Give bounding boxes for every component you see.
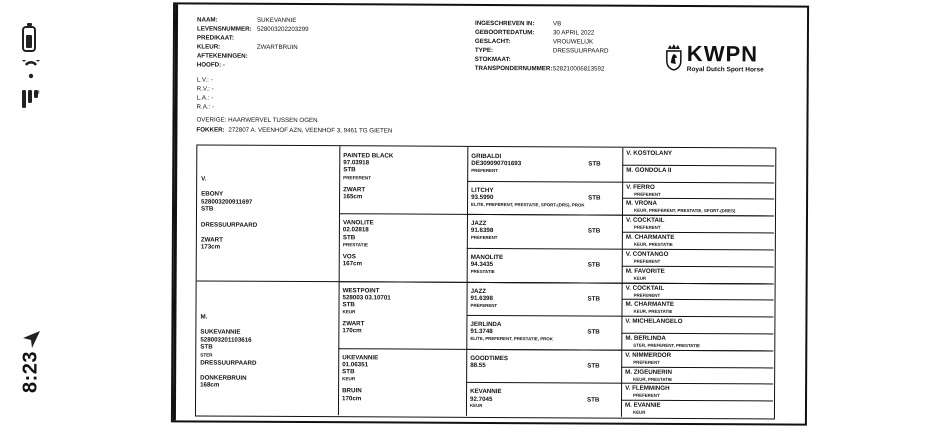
parent-line: 170cm [342, 394, 362, 402]
great-grandparent-name: M. VRONA [626, 200, 658, 208]
parent-line: KEUR [342, 376, 356, 382]
great-grandparent-name: V. NIMMERDOR [625, 351, 672, 359]
grandparent-cell [470, 253, 618, 274]
location-arrow-icon [20, 328, 42, 350]
field-label: STOKMAAT: [474, 55, 511, 64]
great-grandparent-name: M. GONDOLA II [626, 166, 672, 174]
sire-dam-line: STB [200, 343, 213, 351]
grandparent-predicate: PREFERENT [470, 302, 498, 308]
field-label: KLEUR: [196, 43, 221, 51]
field-value: DRESSUURPAARD [552, 47, 609, 55]
grandparent-cell [471, 152, 618, 174]
parent-line: STB [342, 368, 355, 376]
great-grandparent-predicate: PREFERENT [633, 359, 660, 365]
marking-item: R.A.: - [196, 103, 215, 111]
parent-line: VOS [342, 253, 356, 261]
great-grandparent-name: V. COCKTAIL [625, 216, 665, 225]
sire-dam-line: ZWART [200, 236, 223, 244]
field-label: HOOFD: - [196, 61, 225, 69]
row-divider [466, 349, 773, 352]
grandparent-cell [471, 186, 618, 208]
parent-line: STB [343, 166, 356, 174]
field-value: VROUWELIJK [552, 38, 594, 46]
parent-line: PRESTATIE [342, 242, 368, 248]
sire-dam-line: STER [200, 352, 213, 358]
great-grandparent-name: M. CHARMANTE [625, 233, 675, 242]
great-grandparent-predicate: KEUR, PRESTATIE [633, 309, 673, 315]
sire-dam-line: V. [201, 175, 207, 183]
parent-line: 165cm [343, 193, 363, 201]
great-grandparent-name: M. CHARMANTE [625, 301, 675, 309]
grandparent-stb: STB [587, 295, 600, 303]
great-grandparent-name: M. ZIGEUNERIN [625, 368, 672, 376]
grandparent-name: JAZZ [470, 220, 487, 228]
grandparent-name: KEVANNIE [470, 388, 502, 396]
great-grandparent-name: V. FERRO [626, 183, 655, 191]
marking-item: L.V.: - [196, 76, 213, 84]
grandparent-stb: STB [587, 261, 601, 269]
parent-line: KEUR [342, 309, 356, 315]
parent-line: STB [342, 233, 356, 241]
great-grandparent-predicate: KEUR, PRESTATIE [633, 376, 673, 382]
parent-line: 167cm [342, 260, 363, 268]
grandparent-name: JERLINDA [470, 321, 502, 329]
great-grandparent-predicate: STER, PREFERENT, PRESTATIE [633, 342, 701, 349]
great-grandparent-predicate: KEUR, PREFERENT, PRESTATIE, SPORT-(DRES) [634, 208, 736, 214]
parent-line: ZWART [343, 185, 366, 193]
grandparent-predicate: ELITE, PREFERENT, PRESTATIE, PROK [470, 336, 553, 342]
fokker-value: 272807 A. VEENHOF AZN, VEENHOF 3, 9461 TG GIETEN [228, 126, 393, 135]
sire-dam-line: DONKERBRUIN [200, 374, 247, 382]
logo-tagline: Royal Dutch Sport Horse [686, 66, 764, 74]
grandparent-name: JAZZ [470, 287, 487, 295]
field-label: NAAM: [196, 16, 218, 24]
overige-note: OVERIGE: HAARWERVEL TUSSEN OGEN [196, 116, 318, 125]
sire-dam-line: DRESSUURPAARD [200, 221, 258, 229]
battery-icon [22, 26, 36, 52]
great-grandparent-name: M. EVANNIE [624, 401, 661, 410]
great-grandparent-predicate: KEUR [632, 409, 646, 416]
sire-dam-line: STB [201, 205, 214, 213]
parent-line: UKEVANNIE [342, 353, 379, 362]
grandparent-predicate: PREFERENT [471, 167, 498, 174]
sire-dam-line: 168cm [200, 381, 220, 389]
field-value: 528210006813592 [552, 65, 605, 73]
grandparent-name: GOODTIMES [470, 354, 509, 362]
parent-line: 528003 03.10701 [342, 293, 391, 302]
row-divider [467, 281, 774, 284]
field-label: GEBOORTEDATUM: [474, 28, 535, 37]
great-grandparent-name: V. COCKTAIL [625, 284, 665, 292]
grandparent-number: 88.55 [470, 361, 486, 369]
parent-line: VANOLITE [342, 219, 374, 227]
field-label: TYPE: [474, 46, 494, 55]
parent-line: 02.02818 [342, 226, 369, 234]
parent-line: 170cm [342, 327, 362, 335]
great-grandparent-predicate: KEUR, PRESTATIE [633, 241, 673, 248]
sire-dam-line: 528003201103616 [200, 336, 252, 344]
great-grandparent-name: M. BERLINDA [625, 334, 666, 342]
grandparent-name: GRIBALDI [471, 152, 502, 161]
row-divider [466, 315, 773, 318]
parent-line: PREFERENT [343, 174, 372, 180]
great-grandparent-predicate: PREFERENT [633, 258, 661, 264]
field-label: PREDIKAAT: [196, 34, 234, 42]
sire-dam-line: SUKEVANNIE [200, 328, 241, 336]
great-grandparent-name: V. MICHELANGELO [625, 317, 683, 326]
grandparent-number: 94.3435 [470, 260, 494, 269]
grandparent-name: MANOLITE [470, 253, 504, 261]
great-grandparent-name: M. FAVORITE [625, 267, 665, 275]
field-value: 30 APRIL 2022 [552, 29, 595, 37]
sire-dam-line: 528003200911697 [201, 198, 253, 206]
field-value: 528003202203299 [256, 25, 309, 34]
grandparent-cell [470, 220, 618, 241]
field-value: ZWARTBRUIN [256, 43, 298, 51]
great-grandparent-predicate: KEUR [633, 275, 647, 281]
grandparent-cell [470, 287, 618, 308]
grandparent-cell [470, 354, 617, 370]
great-grandparent-name: V. KOSTOLANY [626, 149, 673, 157]
great-grandparent-predicate: PREFERENT [633, 393, 660, 399]
parent-line: STB [342, 301, 355, 309]
grandparent-stb: STB [588, 194, 601, 202]
grandparent-number: 91.3748 [470, 328, 493, 336]
parent-line: 01.06351 [342, 361, 369, 369]
grandparent-cell [470, 321, 617, 342]
field-label: AFTEKENINGEN: [196, 52, 248, 60]
row-divider [467, 181, 774, 184]
grandparent-number: 92.7045 [470, 395, 493, 403]
great-grandparent-predicate: PREFERENT [634, 191, 661, 197]
great-grandparent-name: V. FLEMMINGH [625, 385, 670, 393]
grandparent-stb: STB [587, 396, 600, 404]
marking-item: R.V.: - [196, 85, 214, 93]
grandparent-stb: STB [587, 328, 600, 336]
field-label: GESLACHT: [474, 37, 511, 46]
grandparent-cell [469, 388, 617, 409]
parent-line: ZWART [342, 320, 365, 328]
parent-line: WESTPOINT [342, 286, 380, 294]
fokker-label: FOKKER: [196, 126, 225, 134]
grandparent-number: 93.5990 [471, 193, 494, 201]
grandparent-number: 91.6398 [470, 227, 494, 235]
wifi-icon [19, 60, 43, 82]
status-time: 8:23 [19, 350, 42, 394]
field-label: LEVENSNUMMER: [196, 25, 252, 33]
great-grandparent-predicate: PREFERENT [633, 225, 661, 231]
sire-dam-line: 173cm [200, 243, 221, 251]
pedigree-table [195, 144, 776, 419]
sire-dam-line: M. [200, 313, 208, 321]
grandparent-stb: STB [588, 160, 601, 168]
row-divider [467, 248, 774, 251]
sire-dam-line: EBONY [201, 190, 224, 198]
logo-wordmark: KWPN [686, 41, 759, 67]
field-label: TRANSPONDERNUMMER: [474, 64, 553, 73]
grandparent-stb: STB [587, 362, 600, 370]
grandparent-stb: STB [587, 227, 601, 236]
field-label: INGESCHREVEN IN: [474, 19, 535, 28]
cellular-signal-icon [20, 88, 42, 110]
parent-line: BRUIN [342, 387, 362, 395]
phone-status-bar [0, 0, 60, 433]
crown-shield-icon [665, 43, 683, 71]
grandparent-number: 91.6398 [470, 294, 493, 302]
row-divider [466, 382, 773, 385]
grandparent-predicate: PRESTATIE [470, 268, 495, 274]
pedigree-document [171, 2, 809, 425]
great-grandparent-name: V. CONTANGO [625, 250, 669, 258]
great-grandparent-predicate: PREFERENT [633, 292, 661, 298]
grandparent-number: DE309090701693 [471, 160, 522, 168]
grandparent-predicate: PREFERENT [470, 235, 498, 241]
grandparent-predicate: ELITE, PREFERENT, PRESTATIE, SPORT-(DRS), PROK [471, 201, 585, 208]
grandparent-predicate: KEUR [469, 403, 483, 409]
grandparent-name: LITCHY [471, 186, 494, 194]
marking-item: L.A.: - [196, 94, 214, 102]
sire-dam-line: DRESSUURPAARD [200, 359, 257, 367]
parent-line: 97.03918 [343, 159, 370, 167]
parent-line: PAINTED BLACK [343, 152, 394, 160]
field-value: SUKEVANNIE [256, 16, 297, 24]
field-value: VB [552, 20, 562, 28]
